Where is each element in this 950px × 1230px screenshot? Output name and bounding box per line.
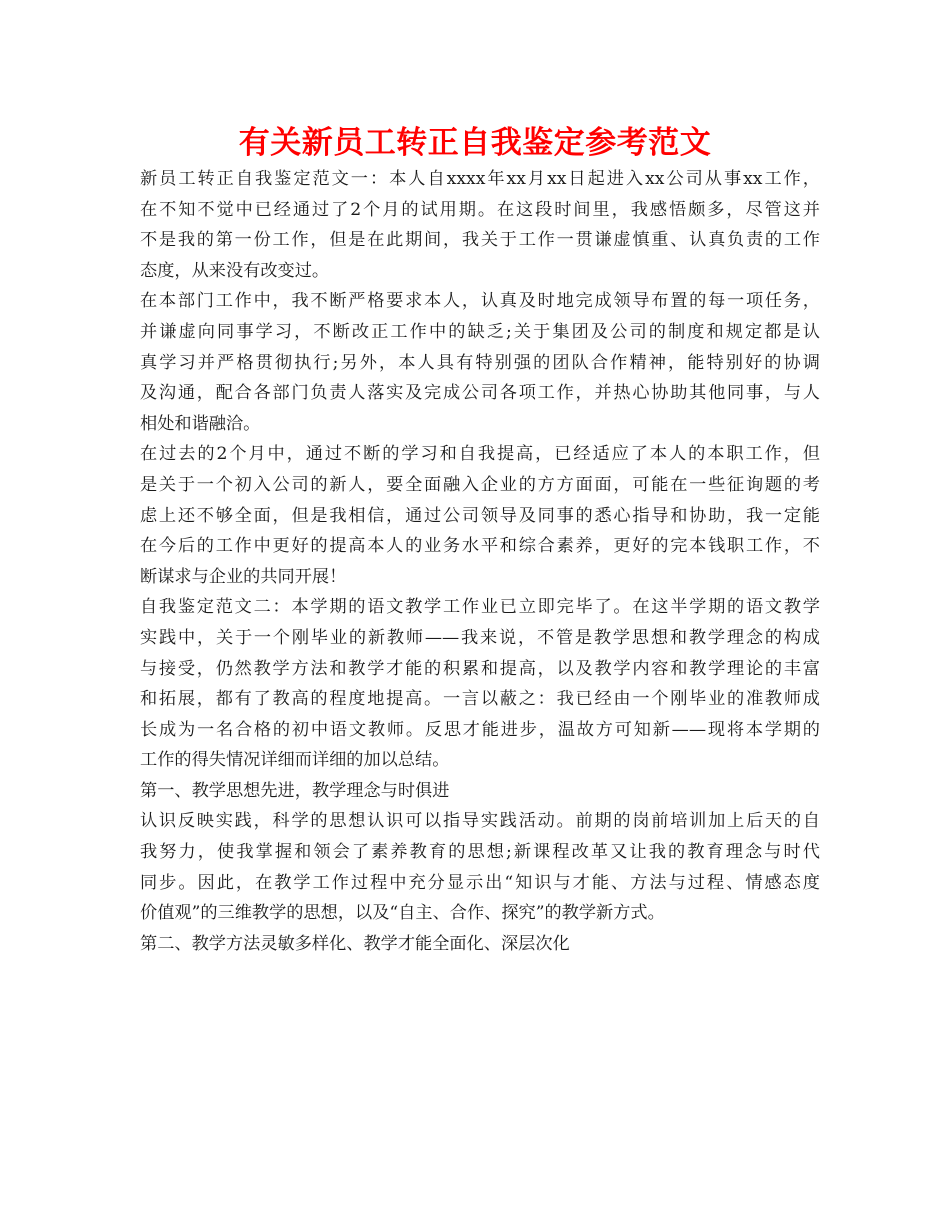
document-title: 有关新员工转正自我鉴定参考范文 [238, 125, 712, 161]
text-line: 在过去的2个月中，通过不断的学习和自我提高，已经适应了本人的本职工作，但 [140, 444, 820, 465]
text-line: 在不知不觉中已经通过了2个月的试用期。在这段时间里，我感悟颇多，尽管这并 [140, 199, 820, 220]
text-line: 和拓展，都有了教高的程度地提高。一言以蔽之：我已经由一个刚毕业的准教师成 [140, 689, 820, 710]
text-line: 态度，从来没有改变过。 [140, 260, 330, 281]
text-line: 在今后的工作中更好的提高本人的业务水平和综合素养，更好的完本钱职工作，不 [140, 536, 820, 557]
document-body [140, 164, 820, 959]
text-line: 工作的得失情况详细而详细的加以总结。 [140, 750, 450, 771]
text-line: 真学习并严格贯彻执行;另外，本人具有特别强的团队合作精神，能特别好的协调 [140, 352, 820, 373]
text-line: 及沟通，配合各部门负责人落实及完成公司各项工作，并热心协助其他同事，与人 [140, 383, 820, 404]
text-line: 并谦虚向同事学习，不断改正工作中的缺乏;关于集团及公司的制度和规定都是认 [140, 321, 820, 342]
text-line: 在本部门工作中，我不断严格要求本人，认真及时地完成领导布置的每一项任务， [140, 291, 820, 312]
text-line: 我努力，使我掌握和领会了素养教育的思想;新课程改革又让我的教育理念与时代 [140, 842, 820, 863]
text-line: 不是我的第一份工作，但是在此期间，我关于工作一贯谦虚慎重、认真负责的工作 [140, 230, 820, 251]
text-line: 第一、教学思想先进，教学理念与时俱进 [140, 780, 450, 801]
text-line: 同步。因此，在教学工作过程中充分显示出“知识与才能、方法与过程、情感态度 [140, 872, 820, 893]
text-line: 虑上还不够全面，但是我相信，通过公司领导及同事的悉心指导和协助，我一定能 [140, 505, 820, 526]
text-line: 是关于一个初入公司的新人，要全面融入企业的方方面面，可能在一些征询题的考 [140, 474, 820, 495]
text-line: 长成为一名合格的初中语文教师。反思才能进步，温故方可知新——现将本学期的 [140, 719, 820, 740]
text-line: 实践中，关于一个刚毕业的新教师——我来说，不管是教学思想和教学理念的构成 [140, 627, 820, 648]
text-line: 相处和谐融洽。 [140, 413, 261, 434]
text-line: 与接受，仍然教学方法和教学才能的积累和提高，以及教学内容和教学理论的丰富 [140, 658, 820, 679]
text-line: 第二、教学方法灵敏多样化、教学才能全面化、深层次化 [140, 933, 570, 954]
text-line: 认识反映实践，科学的思想认识可以指导实践活动。前期的岗前培训加上后天的自 [140, 811, 820, 832]
text-line: 断谋求与企业的共同开展！ [140, 566, 347, 587]
text-line: 价值观”的三维教学的思想，以及“自主、合作、探究”的教学新方式。 [140, 903, 665, 924]
text-line: 自我鉴定范文二：本学期的语文教学工作业已立即完毕了。在这半学期的语文教学 [140, 597, 820, 618]
text-line: 新员工转正自我鉴定范文一：本人自xxxx年xx月xx日起进入xx公司从事xx工作， [140, 169, 820, 189]
